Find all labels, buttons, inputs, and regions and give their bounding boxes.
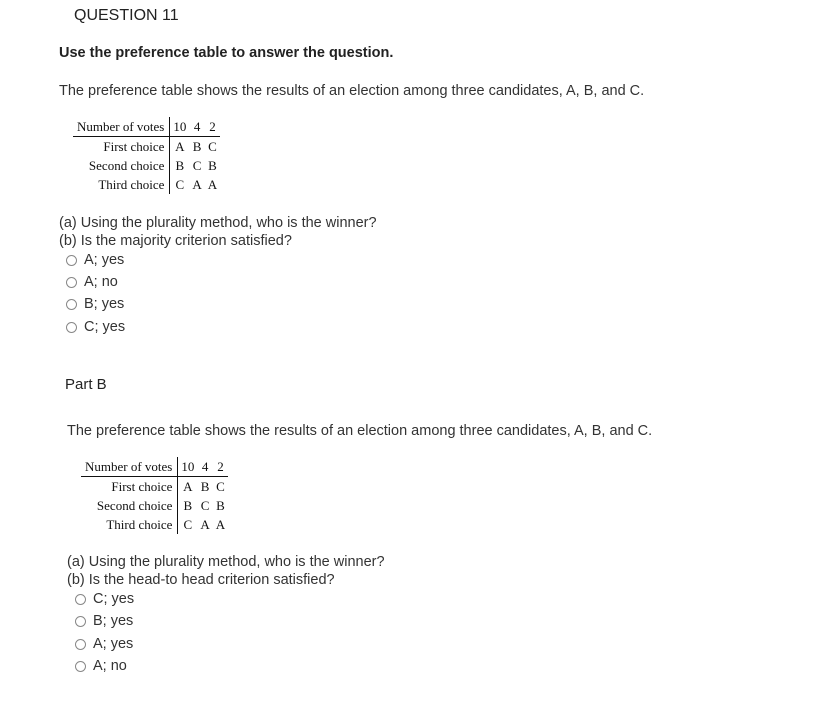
part-a-preference-table xyxy=(73,117,220,194)
part-b-option-3[interactable] xyxy=(75,636,133,652)
choice-cell: C xyxy=(175,177,185,192)
part-a-description: The preference table shows the results of an election among three candidates, A, B, and C. xyxy=(59,83,645,99)
part-a-option-3[interactable] xyxy=(66,296,124,312)
option-label: C; yes xyxy=(93,591,135,607)
choice-cell: A xyxy=(207,177,218,192)
votes-cell: 4 xyxy=(189,117,204,137)
votes-cell: 2 xyxy=(205,117,220,137)
radio-button[interactable] xyxy=(75,661,86,672)
radio-button[interactable] xyxy=(66,277,77,288)
row-label: Third choice xyxy=(73,175,170,194)
choice-cell: A xyxy=(192,177,202,192)
option-label: A; no xyxy=(93,658,127,674)
choice-cell: B xyxy=(208,158,217,173)
votes-cell: 2 xyxy=(213,457,228,477)
table-row xyxy=(73,175,220,194)
choice-cell: B xyxy=(200,479,210,494)
part-b-heading: Part B xyxy=(65,376,107,393)
option-label: B; yes xyxy=(84,296,125,312)
option-label: C; yes xyxy=(84,319,126,335)
choice-cell: A xyxy=(215,517,226,532)
table-row xyxy=(81,477,228,497)
part-b-question-a: (a) Using the plurality method, who is the winner? xyxy=(67,554,385,570)
radio-button[interactable] xyxy=(66,322,77,333)
option-label: A; yes xyxy=(93,636,134,652)
row-label: Second choice xyxy=(73,156,170,175)
row-label: Second choice xyxy=(81,496,178,515)
choice-cell: C xyxy=(216,479,225,494)
table-header-row xyxy=(81,457,228,477)
radio-button[interactable] xyxy=(66,299,77,310)
choice-cell: C xyxy=(208,139,217,154)
row-label: Third choice xyxy=(81,515,178,534)
table-row xyxy=(73,156,220,175)
option-label: A; no xyxy=(84,274,118,290)
votes-cell: 4 xyxy=(197,457,212,477)
radio-button[interactable] xyxy=(75,616,86,627)
option-label: B; yes xyxy=(93,613,134,629)
choice-cell: A xyxy=(175,139,185,154)
table-row xyxy=(81,496,228,515)
choice-cell: A xyxy=(183,479,193,494)
votes-cell: 10 xyxy=(178,457,198,477)
part-b-question-b: (b) Is the head-to head criterion satisfied? xyxy=(67,572,335,588)
choice-cell: A xyxy=(200,517,210,532)
choice-cell: C xyxy=(183,517,193,532)
table-header-row xyxy=(73,117,220,137)
choice-cell: B xyxy=(175,158,185,173)
question-title: QUESTION 11 xyxy=(74,7,179,24)
part-b-option-1[interactable] xyxy=(75,591,134,607)
radio-button[interactable] xyxy=(75,639,86,650)
votes-cell: 10 xyxy=(170,117,190,137)
part-b-option-2[interactable] xyxy=(75,613,133,629)
part-a-option-4[interactable] xyxy=(66,319,125,335)
radio-button[interactable] xyxy=(75,594,86,605)
part-b-option-4[interactable] xyxy=(75,658,127,674)
choice-cell: C xyxy=(200,498,210,513)
part-a-option-2[interactable] xyxy=(66,274,118,290)
votes-label: Number of votes xyxy=(73,117,170,137)
row-label: First choice xyxy=(81,477,178,497)
choice-cell: B xyxy=(183,498,193,513)
choice-cell: B xyxy=(216,498,225,513)
part-b-preference-table xyxy=(81,457,228,534)
table-row xyxy=(81,515,228,534)
radio-button[interactable] xyxy=(66,255,77,266)
part-a-question-b: (b) Is the majority criterion satisfied? xyxy=(59,233,292,249)
votes-label: Number of votes xyxy=(81,457,178,477)
option-label: A; yes xyxy=(84,252,125,268)
table-row xyxy=(73,137,220,157)
choice-cell: C xyxy=(192,158,202,173)
row-label: First choice xyxy=(73,137,170,157)
part-b-description: The preference table shows the results of an election among three candidates, A, B, and C. xyxy=(67,423,653,439)
choice-cell: B xyxy=(192,139,202,154)
instruction-text: Use the preference table to answer the question. xyxy=(59,45,394,61)
part-a-option-1[interactable] xyxy=(66,252,124,268)
part-a-question-a: (a) Using the plurality method, who is the winner? xyxy=(59,215,377,231)
